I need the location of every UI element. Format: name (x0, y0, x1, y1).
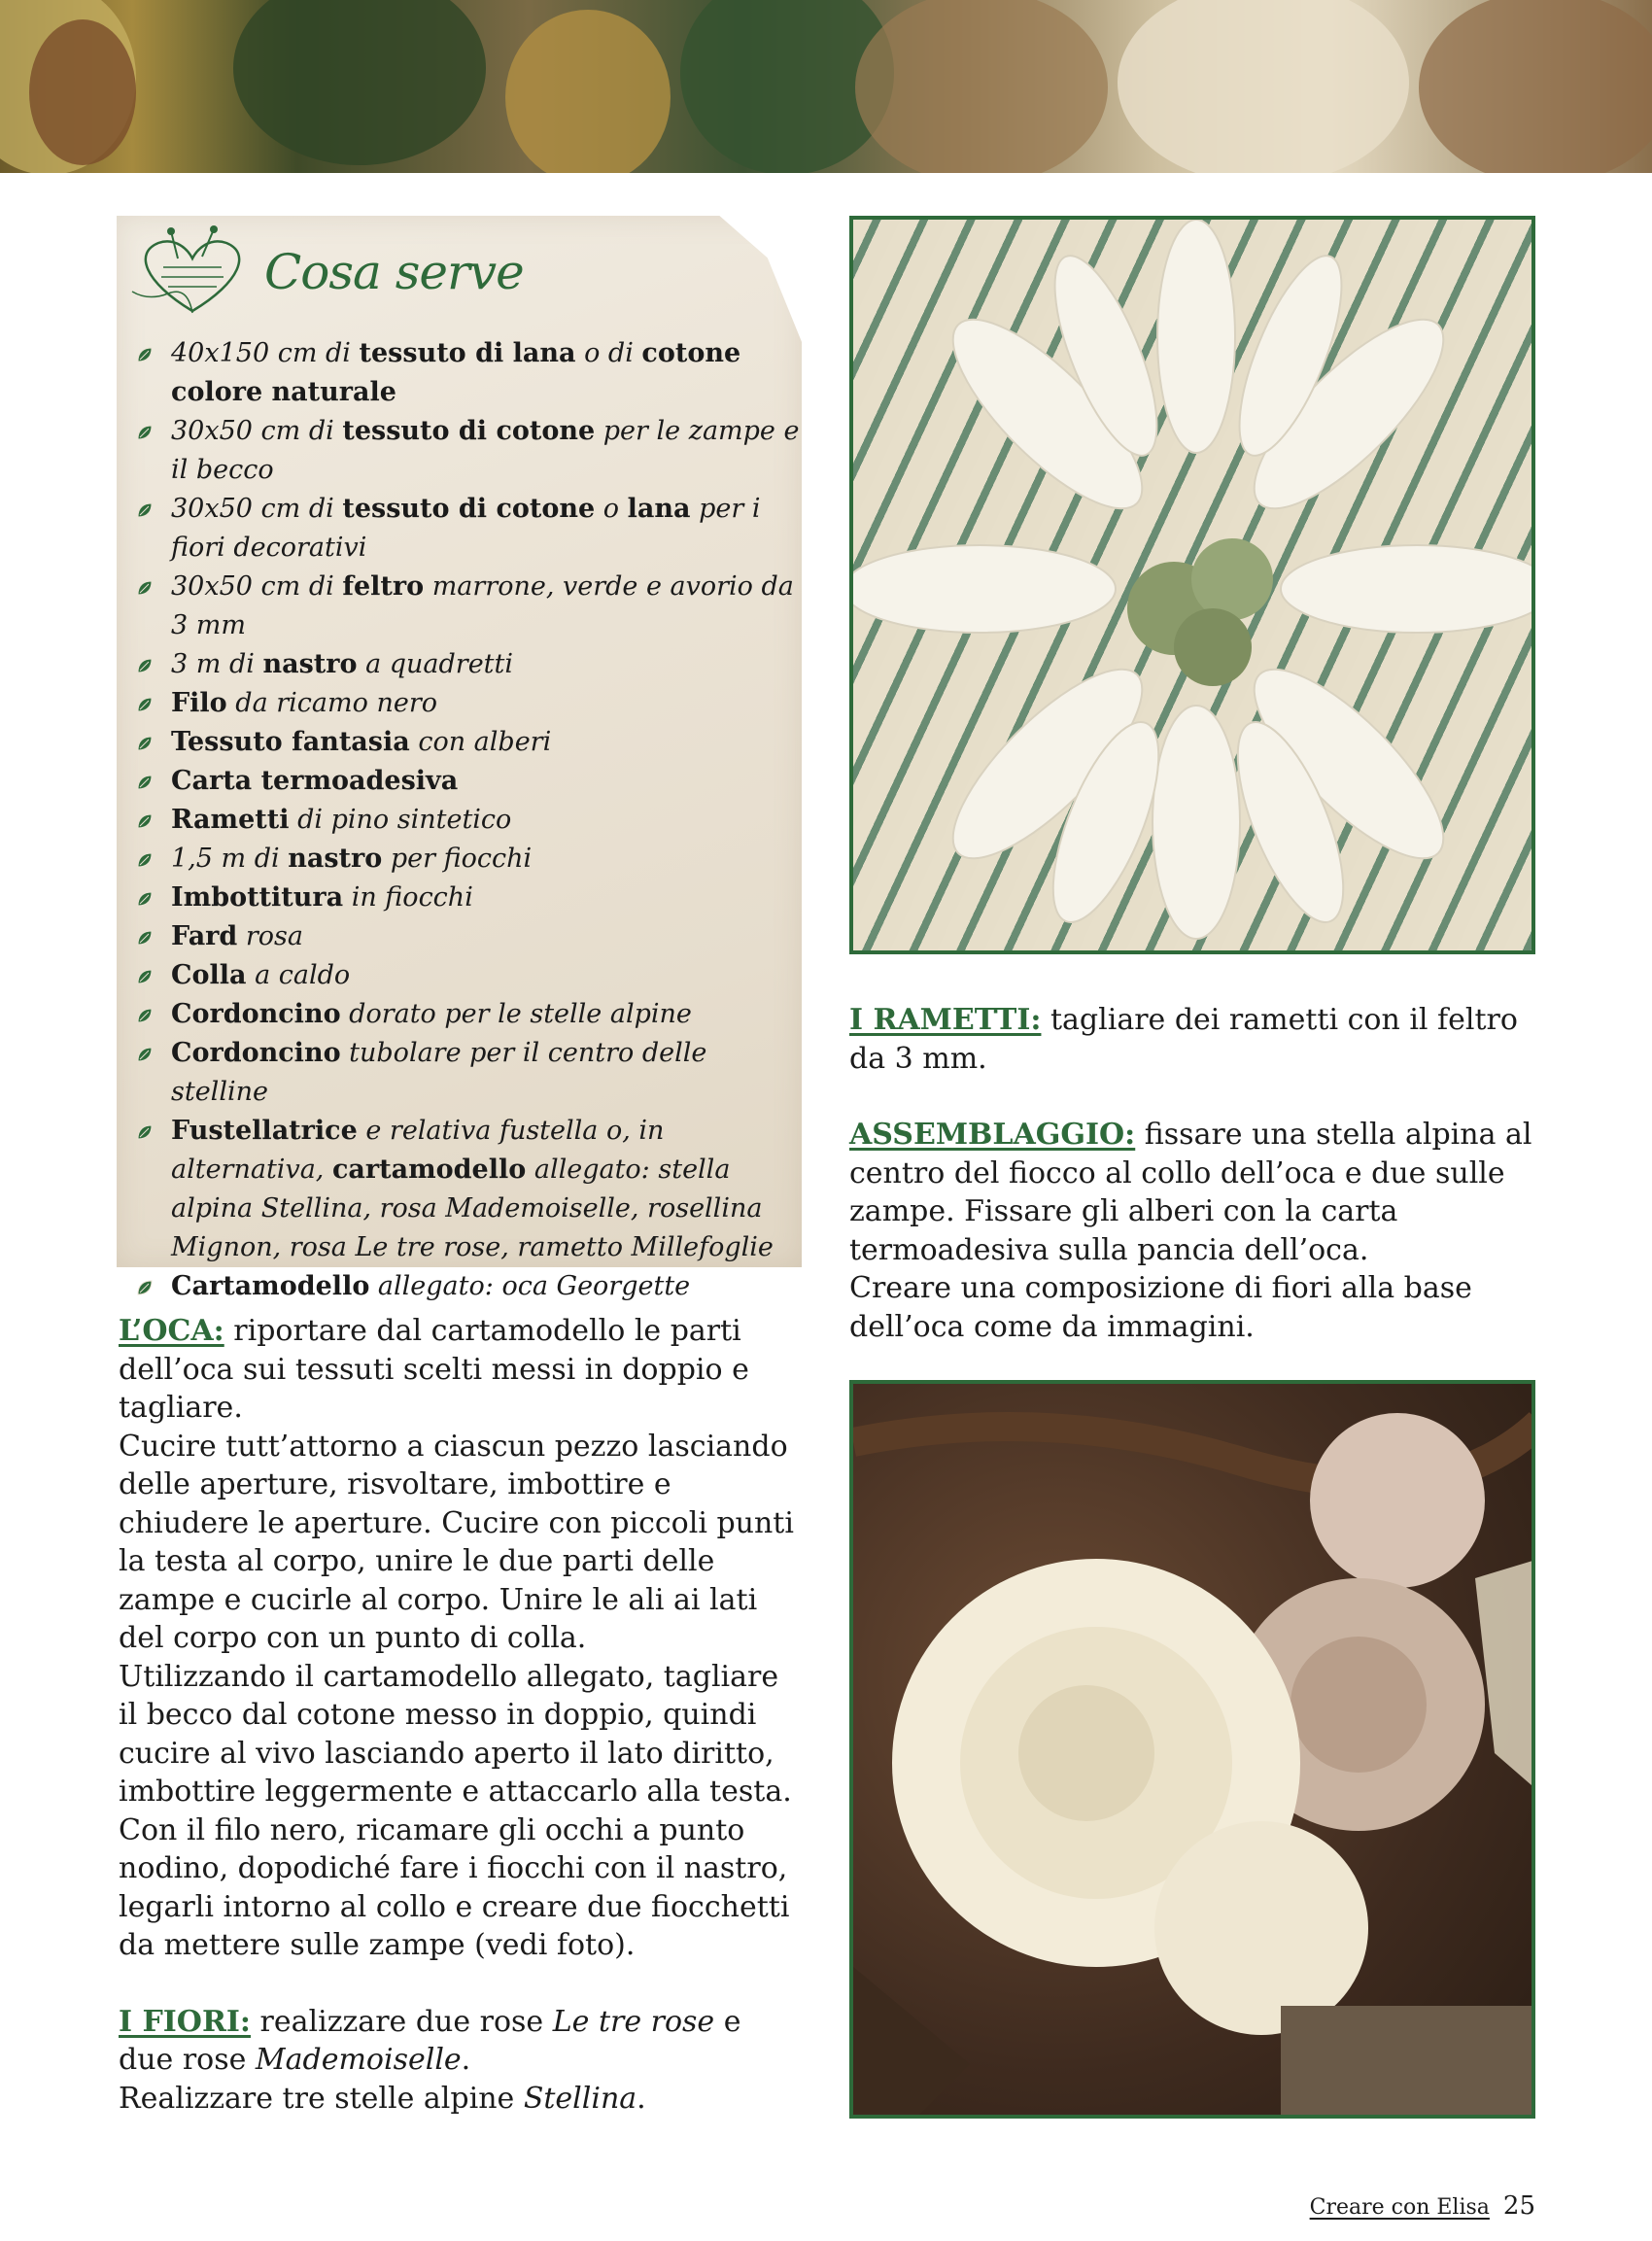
assemblaggio-label: ASSEMBLAGGIO: (849, 1118, 1136, 1152)
material-item: 40x150 cm di tessuto di lana o di cotone colore naturale (134, 334, 805, 412)
rametti-paragraph: I RAMETTI: tagliare dei rametti con il feltro da 3 mm. (849, 1003, 1518, 1076)
rametti-label: I RAMETTI: (849, 1003, 1042, 1037)
leaf-bullet-icon (136, 579, 154, 597)
fiori-paragraph-2: Realizzare tre stelle alpine Stellina. (119, 2081, 646, 2116)
oca-label: L’OCA: (119, 1314, 224, 1348)
fiori-label: I FIORI: (119, 2004, 251, 2039)
magazine-name: Creare con Elisa (1309, 2195, 1490, 2220)
material-item: Colla a caldo (134, 956, 805, 995)
leaf-bullet-icon (136, 1279, 154, 1296)
materials-list (134, 334, 805, 1306)
oca-paragraph-3: Utilizzando il cartamodello allegato, tagliare il becco dal cotone messo in doppio, quindi cucire al vivo lasciando aperto il lato diritto, imbottire leggermente e attaccarlo alla testa. Con il filo nero, ricamare gli occhi a punto nodino, dopodiché fare i fiocchi con il nastro, legarli intorno al collo e creare due fiocchetti da mettere sulle zampe (vedi foto). (119, 1659, 792, 1962)
leaf-bullet-icon (136, 1007, 154, 1024)
fiori-paragraph: I FIORI: realizzare due rose Le tre rose e due rose Mademoiselle. (119, 2004, 741, 2077)
materials-title: Cosa serve (264, 244, 524, 300)
material-item: Imbottitura in fiocchi (134, 879, 805, 917)
leaf-bullet-icon (136, 812, 154, 830)
instructions-left-column (119, 1312, 804, 2118)
material-item: 1,5 m di nastro per fiocchi (134, 840, 805, 879)
leaf-bullet-icon (136, 890, 154, 908)
leaf-bullet-icon (136, 968, 154, 985)
leaf-bullet-icon (136, 346, 154, 363)
leaf-bullet-icon (136, 424, 154, 441)
material-item: Carta termoadesiva (134, 762, 805, 801)
leaf-bullet-icon (136, 501, 154, 519)
top-banner-photo (0, 0, 1652, 173)
material-item: Rametti di pino sintetico (134, 801, 805, 840)
leaf-bullet-icon (136, 774, 154, 791)
oca-paragraph: L’OCA: riportare dal cartamodello le parti dell’oca sui tessuti scelti messi in doppio e tagliare. (119, 1314, 749, 1425)
leaf-bullet-icon (136, 696, 154, 713)
leaf-bullet-icon (136, 1123, 154, 1141)
material-item: Cordoncino tubolare per il centro delle stelline (134, 1034, 805, 1112)
materials-heading (124, 224, 533, 321)
instructions-right-column (849, 1001, 1534, 1346)
page-footer (1310, 2191, 1535, 2221)
page-number: 25 (1502, 2191, 1535, 2221)
assemblaggio-paragraph-2: Creare una composizione di fiori alla base dell’oca come da immagini. (849, 1271, 1472, 1344)
material-item: 30x50 cm di tessuto di cotone o lana per i fiori decorativi (134, 490, 805, 568)
material-item: 30x50 cm di feltro marrone, verde e avorio da 3 mm (134, 568, 805, 645)
leaf-bullet-icon (136, 1046, 154, 1063)
leaf-bullet-icon (136, 657, 154, 674)
material-item: Cordoncino dorato per le stelle alpine (134, 995, 805, 1034)
oca-paragraph-2: Cucire tutt’attorno a ciascun pezzo lasciando delle aperture, risvoltare, imbottire e chiudere le aperture. Cucire con piccoli punti la testa al corpo, unire le due parti delle zampe e cucirle al corpo. Unire le ali ai lati del corpo con un punto di colla. (119, 1429, 794, 1655)
leaf-bullet-icon (136, 735, 154, 752)
leaf-bullet-icon (136, 851, 154, 869)
leaf-bullet-icon (136, 929, 154, 947)
material-item: Filo da ricamo nero (134, 684, 805, 723)
felt-roses-photo (849, 1380, 1535, 2119)
material-item: Cartamodello allegato: oca Georgette (134, 1267, 805, 1306)
material-item: 30x50 cm di tessuto di cotone per le zampe e il becco (134, 412, 805, 490)
edelweiss-photo (849, 216, 1535, 954)
assemblaggio-paragraph: ASSEMBLAGGIO: fissare una stella alpina al centro del fiocco al collo dell’oca e due sulle zampe. Fissare gli alberi con la carta termoadesiva sulla pancia dell’oca. (849, 1118, 1532, 1267)
material-item: Tessuto fantasia con alberi (134, 723, 805, 762)
material-item: 3 m di nastro a quadretti (134, 645, 805, 684)
material-item: Fard rosa (134, 917, 805, 956)
heart-pincushion-icon (124, 224, 260, 321)
material-item: Fustellatrice e relativa fustella o, in alternativa, cartamodello allegato: stella alpina Stellina, rosa Mademoiselle, rosellina Mignon, rosa Le tre rose, rametto Millefoglie (134, 1112, 805, 1267)
